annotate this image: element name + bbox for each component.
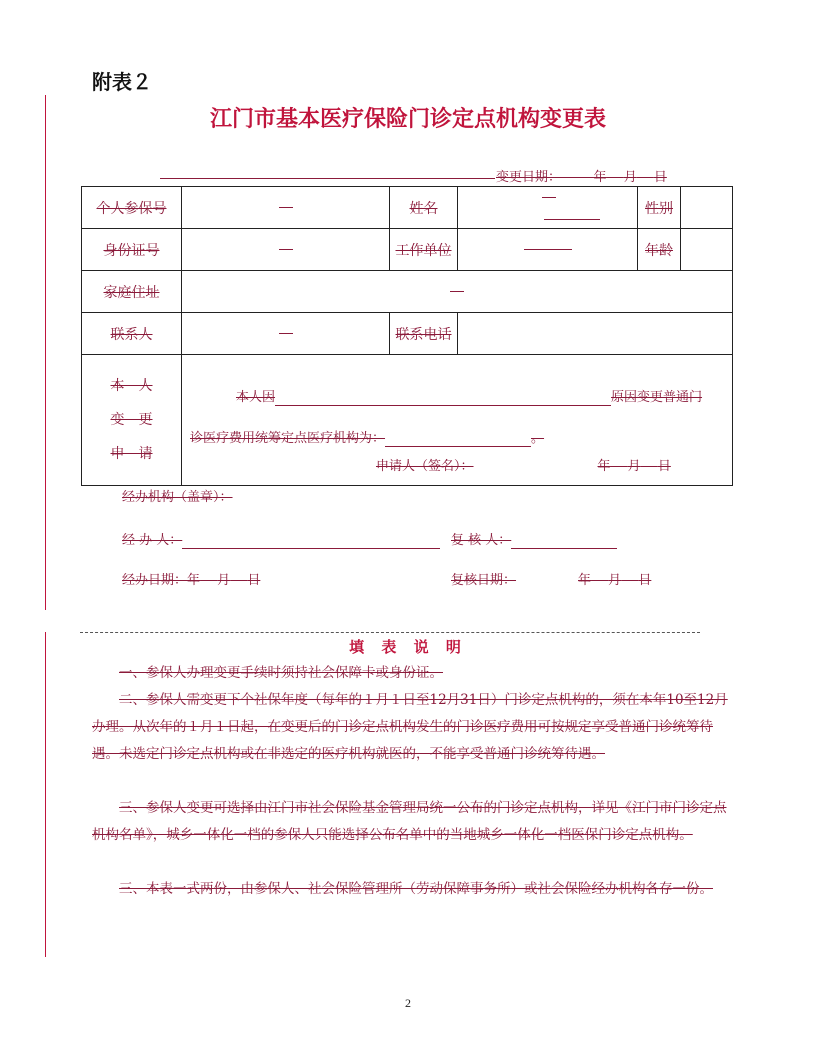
page-number: 2 [405, 996, 411, 1010]
new-institution-blank[interactable] [385, 431, 531, 447]
agency-seal-label: 经办机构（盖章）： [122, 490, 233, 505]
page-title: 江门市基本医疗保险门诊定点机构变更表 [209, 106, 606, 132]
insured-no-label: 个人参保号 [96, 200, 167, 217]
agency-seal-line [122, 486, 233, 505]
age-field[interactable] [681, 229, 733, 271]
table-row [82, 355, 733, 486]
review-date-month: 月 [608, 573, 622, 588]
table-row [82, 187, 733, 229]
id-no-label: 身份证号 [103, 242, 160, 259]
change-date-row [160, 166, 680, 186]
contact-label: 联系人 [110, 326, 153, 343]
gender-field[interactable] [681, 187, 733, 229]
revision-bar-bottom [45, 632, 46, 957]
name-label: 姓名 [409, 200, 438, 217]
reviewer-line [451, 529, 617, 549]
applicant-year: 年 [597, 459, 611, 474]
instructions-title: 填 表 说 明 [349, 638, 467, 656]
review-date-line [451, 569, 651, 588]
review-date-day: 日 [638, 573, 652, 588]
revision-bar-top [45, 95, 46, 610]
request-label-line-1: 本 人 [110, 378, 153, 394]
change-date-text [496, 166, 667, 185]
change-date-label: 变更日期： [496, 170, 555, 185]
work-unit-field[interactable] [458, 229, 638, 271]
handle-date-month: 月 [217, 573, 231, 588]
reason-blank[interactable] [275, 390, 611, 406]
applicant-signature-line [376, 455, 671, 474]
work-unit-label: 工作单位 [395, 242, 452, 259]
insured-no-field[interactable] [182, 187, 390, 229]
request-line-1-prefix: 本人因 [236, 390, 276, 405]
contact-field[interactable] [182, 313, 390, 355]
table-row [82, 229, 733, 271]
request-section-label [82, 355, 182, 486]
age-label: 年龄 [645, 242, 673, 259]
applicant-day: 日 [657, 459, 671, 474]
change-date-rule [160, 178, 495, 179]
change-date-month: 月 [623, 170, 637, 185]
applicant-label: 申请人（签名）： [376, 459, 474, 474]
id-no-field[interactable] [182, 229, 390, 271]
home-address-field[interactable] [182, 271, 733, 313]
request-line-2-prefix: 诊医疗费用统筹定点医疗机构为： [190, 431, 386, 446]
request-label-line-2: 变 更 [110, 412, 153, 428]
request-line-2-suffix: 。 [531, 431, 545, 446]
change-date-day: 日 [653, 170, 667, 185]
home-address-label: 家庭住址 [103, 284, 160, 301]
change-date-year: 年 [593, 170, 607, 185]
request-line-1 [236, 386, 702, 406]
request-label-line-3: 申 请 [110, 446, 153, 462]
handler-blank[interactable] [182, 533, 440, 549]
request-section-body [182, 355, 733, 486]
name-field[interactable] [458, 187, 638, 229]
reviewer-blank[interactable] [511, 533, 617, 549]
reviewer-label: 复 核 人： [451, 533, 512, 548]
handle-date-line [122, 569, 430, 588]
handler-label: 经 办 人： [122, 533, 183, 548]
instruction-item-4: 三、本表一式两份，由参保人、社会保险管理所（劳动保障事务所）或社会保险经办机构各存一份。 [119, 881, 713, 897]
request-line-1-suffix: 原因变更普通门 [611, 390, 703, 405]
instruction-item-2: 二、参保人需变更下个社保年度（每年的１月１日至12月31日）门诊定点机构的，须在本年10至12月办理。从次年的１月１日起，在变更后的门诊定点机构发生的门诊医疗费用可按规定享受普通门诊统筹待遇。未选定门诊定点机构或在非选定的医疗机构就医的，不能享受普通门诊统筹待遇。 [92, 692, 728, 762]
contact-phone-field[interactable] [458, 313, 733, 355]
instruction-item-1: 一、参保人办理变更手续时须持社会保障卡或身份证。 [119, 665, 443, 681]
handle-date-year: 年 [187, 573, 201, 588]
contact-phone-label: 联系电话 [395, 326, 452, 343]
table-row [82, 271, 733, 313]
applicant-month: 月 [627, 459, 641, 474]
change-form-table [81, 186, 733, 486]
handler-line [122, 529, 440, 549]
handle-date-day: 日 [247, 573, 261, 588]
review-date-year: 年 [578, 573, 592, 588]
instruction-item-3: 三、参保人变更可选择由江门市社会保险基金管理局统一公布的门诊定点机构，详见《江门市门诊定点机构名单》，城乡一体化一档的参保人只能选择公布名单中的当地城乡一体化一档医保门诊定点机构。 [92, 800, 727, 843]
gender-label: 性别 [645, 200, 673, 217]
attachment-label: 附表２ [92, 70, 152, 94]
dashed-separator [80, 632, 700, 633]
request-line-2 [190, 427, 544, 447]
review-date-label: 复核日期： [451, 573, 517, 588]
table-row [82, 313, 733, 355]
handle-date-label: 经办日期： [122, 573, 188, 588]
